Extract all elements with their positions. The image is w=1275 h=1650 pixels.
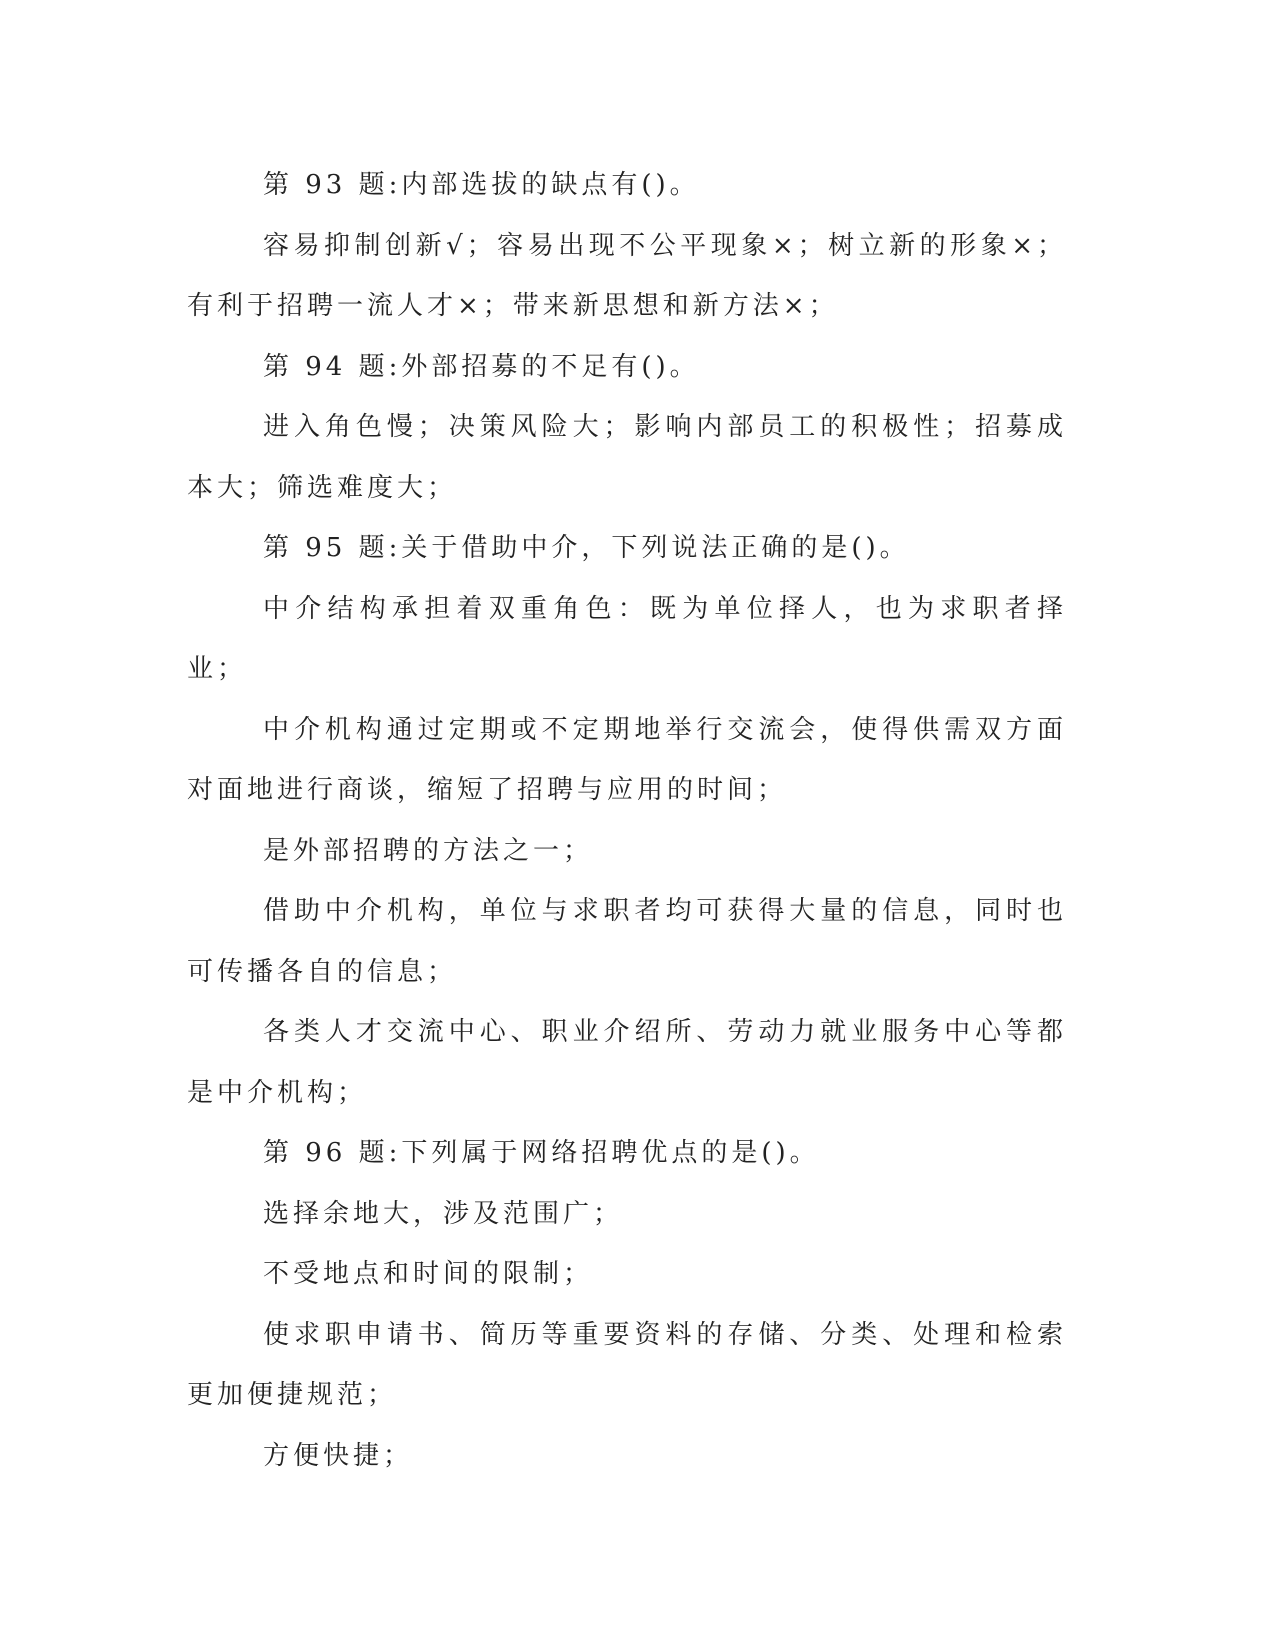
question-95-option-2: 中介机构通过定期或不定期地举行交流会，使得供需双方面对面地进行商谈，缩短了招聘与应用的时间； xyxy=(187,714,1067,805)
question-93-options: 容易抑制创新√；容易出现不公平现象×；树立新的形象×；有利于招聘一流人才×；带来新思想和新方法×； xyxy=(187,230,1067,321)
question-94-heading: 第 94 题:外部招募的不足有()。 xyxy=(263,351,700,382)
question-95-option-5: 各类人才交流中心、职业介绍所、劳动力就业服务中心等都是中介机构； xyxy=(187,1017,1067,1108)
question-96-option-1: 选择余地大，涉及范围广； xyxy=(263,1198,624,1229)
question-96-heading: 第 96 题:下列属于网络招聘优点的是()。 xyxy=(263,1138,820,1168)
question-93-heading: 第 93 题:内部选拔的缺点有()。 xyxy=(263,170,700,200)
question-96-option-4: 方便快捷； xyxy=(263,1440,414,1471)
question-95-option-4: 借助中介机构，单位与求职者均可获得大量的信息，同时也可传播各自的信息； xyxy=(187,896,1067,987)
document-body xyxy=(187,155,1067,1486)
question-95-option-3: 是外部招聘的方法之一； xyxy=(263,835,594,866)
question-95-option-1: 中介结构承担着双重角色：既为单位择人，也为求职者择业； xyxy=(187,593,1067,684)
question-94-options: 进入角色慢；决策风险大；影响内部员工的积极性；招募成本大；筛选难度大； xyxy=(187,412,1067,503)
question-96-option-2: 不受地点和时间的限制； xyxy=(263,1259,594,1289)
question-96-option-3: 使求职申请书、简历等重要资料的存储、分类、处理和检索更加便捷规范； xyxy=(187,1319,1067,1410)
question-95-heading: 第 95 题:关于借助中介，下列说法正确的是()。 xyxy=(263,533,910,563)
